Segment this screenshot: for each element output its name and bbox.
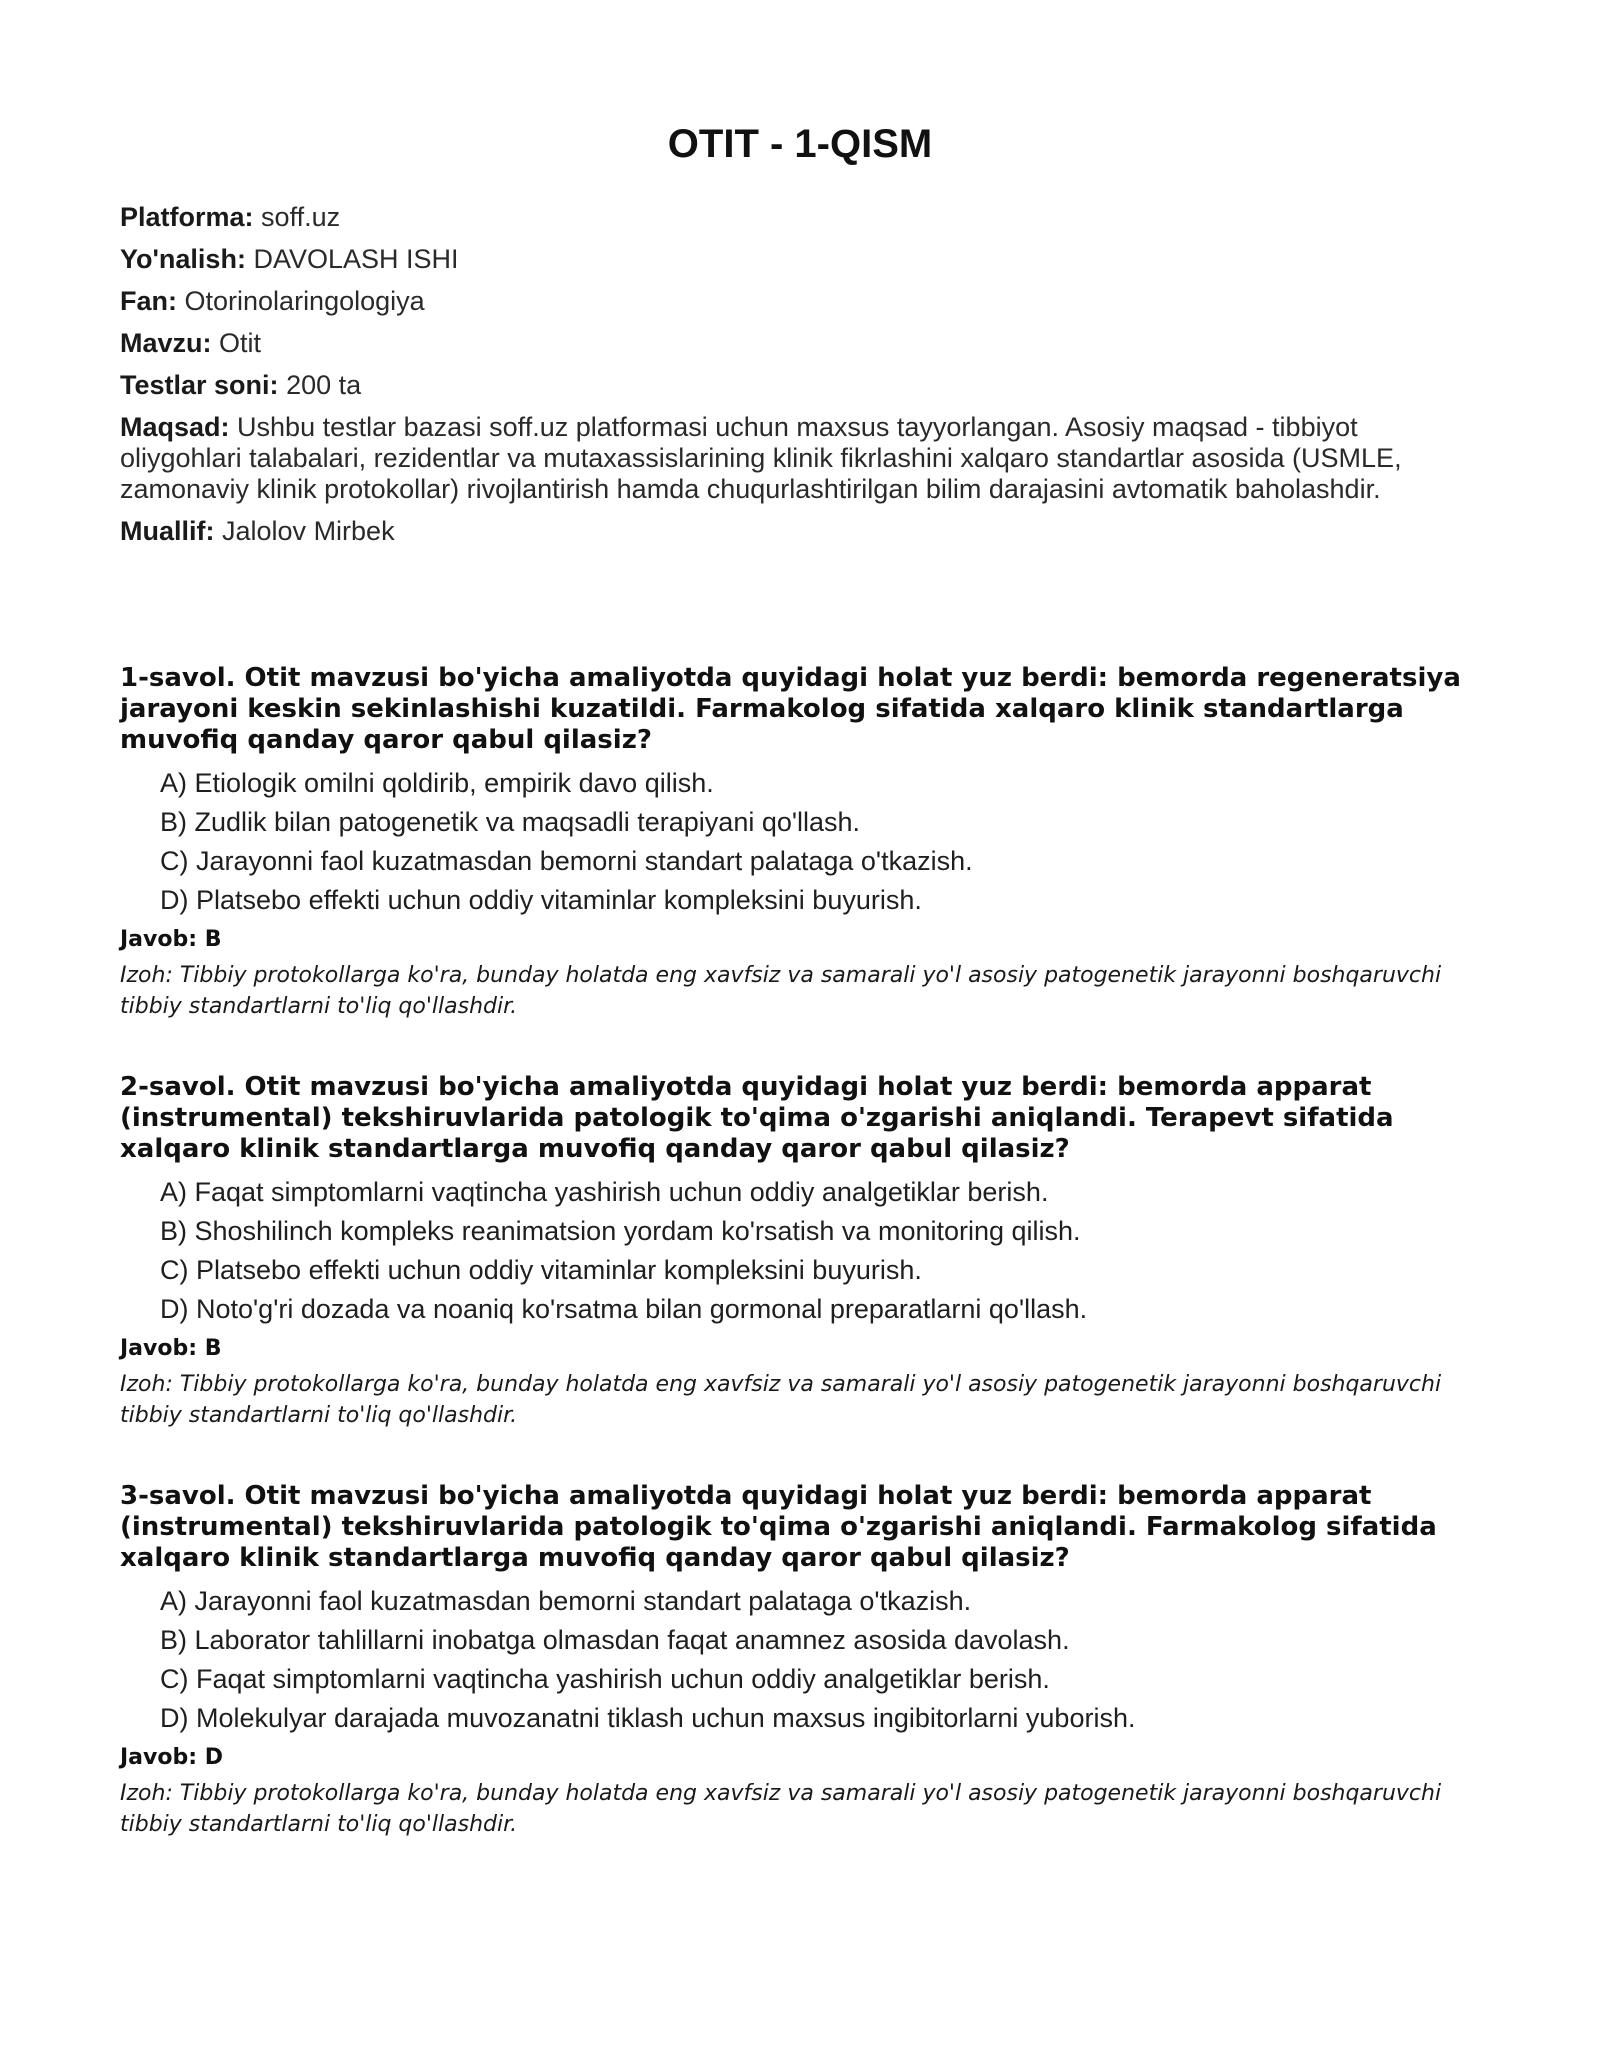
meta-goal: [120, 412, 1480, 505]
meta-direction: [120, 244, 1480, 275]
meta-direction-key: Yo'nalish:: [120, 244, 246, 274]
meta-topic-value: Otit: [219, 328, 262, 358]
question-block: [120, 1481, 1490, 1840]
question-text: 1-savol. Otit mavzusi bo'yicha amaliyotda quyidagi holat yuz berdi: bemorda regeneratsiya jarayoni keskin sekinlashishi kuzatildi. Farmakolog sifatida xalqaro klinik standartlarga muvofiq qanday qaror qabul qilasiz?: [120, 663, 1461, 755]
meta-topic-key: Mavzu:: [120, 328, 212, 358]
meta-platform-key: Platforma:: [120, 202, 254, 232]
answer-option-c: C) Jarayonni faol kuzatmasdan bemorni standart palataga o'tkazish.: [160, 846, 973, 876]
meta-topic: [120, 328, 1480, 359]
correct-answer: Javob: B: [120, 1336, 222, 1361]
page-title: OTIT - 1-QISM: [667, 122, 933, 166]
meta-author-key: Muallif:: [120, 516, 215, 546]
answer-option-a: A) Jarayonni faol kuzatmasdan bemorni standart palataga o'tkazish.: [160, 1586, 972, 1616]
meta-count-value: 200 ta: [286, 370, 362, 400]
answer-option-b: B) Shoshilinch kompleks reanimatsion yordam ko'rsatish va monitoring qilish.: [160, 1216, 1081, 1246]
meta-subject-key: Fan:: [120, 286, 177, 316]
meta-block: [120, 202, 1480, 558]
question-text: 2-savol. Otit mavzusi bo'yicha amaliyotda quyidagi holat yuz berdi: bemorda apparat (instrumental) tekshiruvlarida patologik to'qima o'zgarishi aniqlandi. Terapevt sifatida xalqaro klinik standartlarga muvofiq qanday qaror qabul qilasiz?: [120, 1072, 1394, 1164]
meta-goal-value: Ushbu testlar bazasi soff.uz platformasi uchun maxsus tayyorlangan. Asosiy maqsad - tibbiyot oliygohlari talabalari, rezidentlar va mutaxassislarining klinik fikrlashini xalqaro standartlar asosida (USMLE, zamonaviy klinik protokollar) rivojlantirish hamda chuqurlashtirilgan bilim darajasini avtomatik baholashdir.: [120, 412, 1402, 504]
meta-subject-value: Otorinolaringologiya: [184, 286, 425, 316]
meta-author: [120, 516, 1480, 547]
question-block: [120, 663, 1490, 1022]
correct-answer: Javob: B: [120, 927, 222, 952]
answer-option-b: B) Laborator tahlillarni inobatga olmasdan faqat anamnez asosida davolash.: [160, 1625, 1070, 1655]
answer-option-a: A) Faqat simptomlarni vaqtincha yashirish uchun oddiy analgetiklar berish.: [160, 1177, 1049, 1207]
answer-explanation: Izoh: Tibbiy protokollarga ko'ra, bunday holatda eng xavfsiz va samarali yo'l asosiy patogenetik jarayonni boshqaruvchi tibbiy standartlarni to'liq qo'llashdir.: [120, 1372, 1442, 1428]
meta-count-key: Testlar soni:: [120, 370, 279, 400]
answer-option-c: C) Platsebo effekti uchun oddiy vitaminlar kompleksini buyurish.: [160, 1255, 922, 1285]
answer-option-d: D) Noto'g'ri dozada va noaniq ko'rsatma bilan gormonal preparatlarni qo'llash.: [160, 1294, 1088, 1324]
meta-author-value: Jalolov Mirbek: [222, 516, 395, 546]
question-text: 3-savol. Otit mavzusi bo'yicha amaliyotda quyidagi holat yuz berdi: bemorda apparat (instrumental) tekshiruvlarida patologik to'qima o'zgarishi aniqlandi. Farmakolog sifatida xalqaro klinik standartlarga muvofiq qanday qaror qabul qilasiz?: [120, 1481, 1437, 1573]
question-block: [120, 1072, 1490, 1431]
answer-explanation: Izoh: Tibbiy protokollarga ko'ra, bunday holatda eng xavfsiz va samarali yo'l asosiy patogenetik jarayonni boshqaruvchi tibbiy standartlarni to'liq qo'llashdir.: [120, 963, 1442, 1019]
correct-answer: Javob: D: [120, 1745, 223, 1770]
meta-direction-value: DAVOLASH ISHI: [253, 244, 459, 274]
answer-option-d: D) Platsebo effekti uchun oddiy vitaminlar kompleksini buyurish.: [160, 885, 922, 915]
meta-platform-value: soff.uz: [261, 202, 341, 232]
answer-option-c: C) Faqat simptomlarni vaqtincha yashirish uchun oddiy analgetiklar berish.: [160, 1664, 1050, 1694]
answer-explanation: Izoh: Tibbiy protokollarga ko'ra, bunday holatda eng xavfsiz va samarali yo'l asosiy patogenetik jarayonni boshqaruvchi tibbiy standartlarni to'liq qo'llashdir.: [120, 1781, 1442, 1837]
answer-option-a: A) Etiologik omilni qoldirib, empirik davo qilish.: [160, 768, 714, 798]
meta-platform: [120, 202, 1480, 233]
meta-goal-key: Maqsad:: [120, 412, 230, 442]
answer-option-d: D) Molekulyar darajada muvozanatni tiklash uchun maxsus ingibitorlarni yuborish.: [160, 1703, 1136, 1733]
meta-subject: [120, 286, 1480, 317]
answer-option-b: B) Zudlik bilan patogenetik va maqsadli terapiyani qo'llash.: [160, 807, 861, 837]
meta-count: [120, 370, 1480, 401]
